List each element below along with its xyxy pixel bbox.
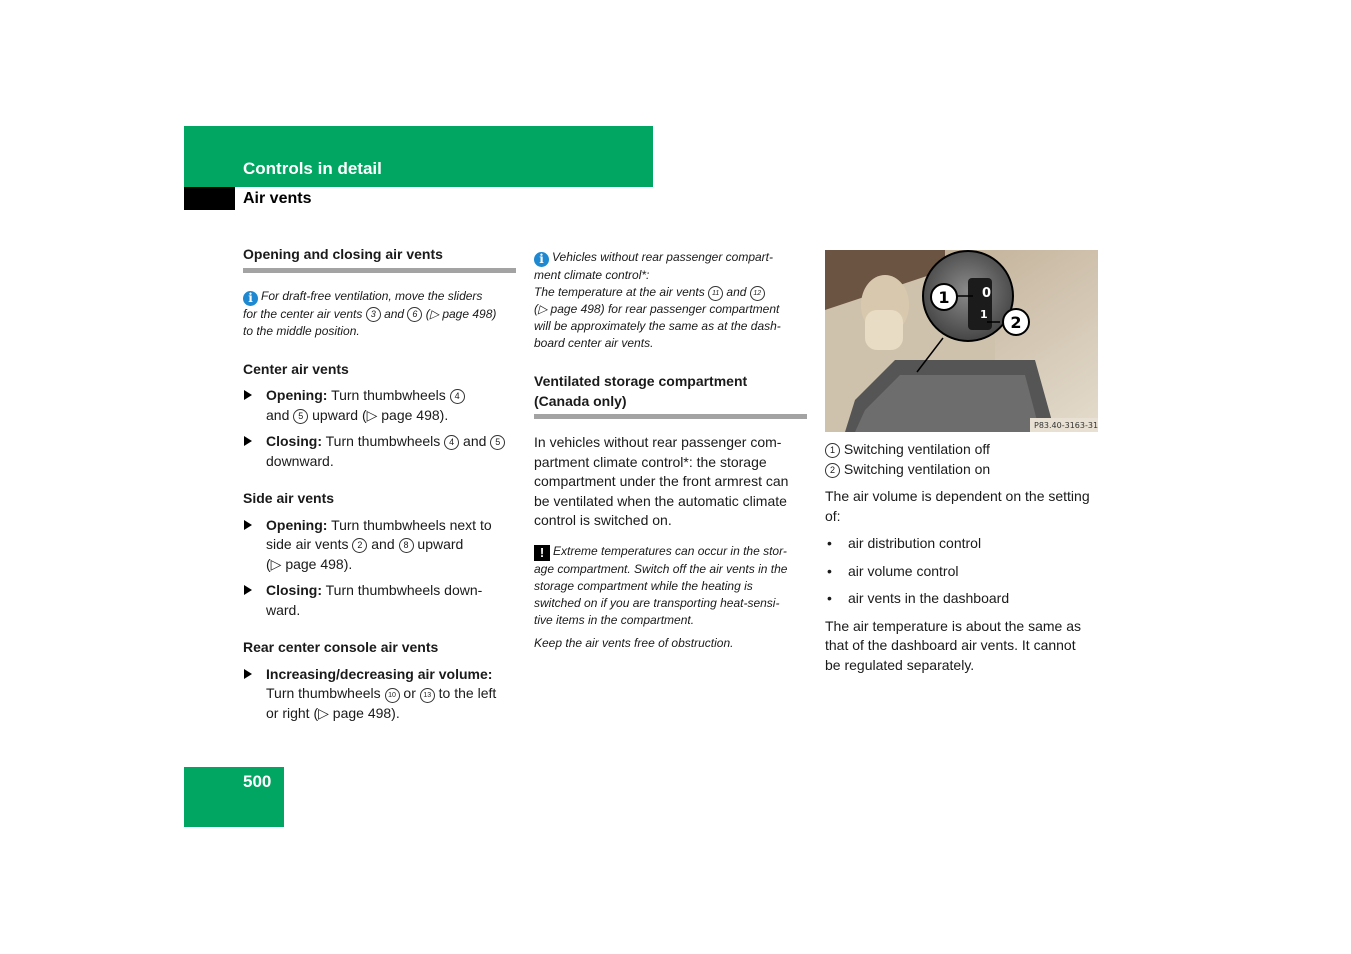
list-item: Closing: Turn thumbwheels 4 and 5 downward. xyxy=(243,432,516,471)
column-middle xyxy=(534,249,807,652)
list-item: • air volume control xyxy=(825,562,1100,582)
exclamation-icon: ! xyxy=(534,545,550,561)
list-item: • air distribution control xyxy=(825,534,1100,554)
list-item: Opening: Turn thumbwheels 4 and 5 upward (▷ page 498). xyxy=(243,386,516,425)
list-item: Increasing/decreasing air volume: Turn thumbwheels 10 or 13 to the left or right (▷ page 498). xyxy=(243,665,516,724)
arrow-icon xyxy=(244,585,252,595)
info-icon: i xyxy=(243,291,258,306)
heading-rule xyxy=(534,414,807,419)
info-icon: i xyxy=(534,252,549,267)
paragraph: In vehicles without rear passenger com- partment climate control*: the storage compartment under the front armrest can be ventilated when the automatic climate control is switched on. xyxy=(534,434,789,528)
arrow-icon xyxy=(244,390,252,400)
heading-center-vents: Center air vents xyxy=(243,360,349,377)
list-item: • air vents in the dashboard xyxy=(825,589,1100,609)
paragraph: The air volume is dependent on the setting of: xyxy=(825,488,1090,524)
photo-code: P83.40-3163-31 xyxy=(1034,421,1098,430)
heading-storage-compartment: Ventilated storage compartment (Canada only) xyxy=(534,373,748,409)
page-number: 500 xyxy=(243,772,272,791)
list-item: Opening: Turn thumbwheels next to side air vents 2 and 8 upward (▷ page 498). xyxy=(243,516,516,575)
info-note: i For draft-free ventilation, move the sliders for the center air vents 3 and 6 (▷ page 498) to the middle position. xyxy=(243,288,497,338)
legend-item: 1 Switching ventilation off xyxy=(825,440,1100,460)
info-note: i Vehicles without rear passenger compart- ment climate control*: The temperature at the air vents 11 and 12 (▷ page 498) for rear passenger compartment will be approximately the same as at the dash- board center air vents. xyxy=(534,250,781,350)
svg-text:1: 1 xyxy=(938,288,950,307)
heading-rule xyxy=(243,268,516,273)
column-right xyxy=(825,440,1100,675)
svg-text:0: 0 xyxy=(982,286,992,301)
header-marker xyxy=(184,187,235,210)
svg-text:2: 2 xyxy=(1010,313,1022,332)
arrow-icon xyxy=(244,669,252,679)
heading-side-vents: Side air vents xyxy=(243,490,335,506)
arrow-icon xyxy=(244,436,252,446)
paragraph: The air temperature is about the same as that of the dashboard air vents. It cannot be regulated separately. xyxy=(825,617,1082,673)
warning-note: ! Extreme temperatures can occur in the stor- age compartment. Switch off the air vents in the storage compartment while the heating is switched on if you are transporting heat-sensi- tive items in the compartment. xyxy=(534,543,788,627)
column-left xyxy=(243,245,516,723)
subsection-title: Air vents xyxy=(243,190,312,207)
obstruction-note: Keep the air vents free of obstruction. xyxy=(534,635,734,650)
arrow-icon xyxy=(244,520,252,530)
heading-rear-vents: Rear center console air vents xyxy=(243,639,439,655)
section-title: Controls in detail xyxy=(243,159,382,178)
svg-text:1: 1 xyxy=(980,308,988,321)
ventilation-switch-photo xyxy=(825,250,1098,432)
legend-item: 2 Switching ventilation on xyxy=(825,460,1100,480)
list-item: Closing: Turn thumbwheels down- ward. xyxy=(243,581,516,620)
heading-opening-closing: Opening and closing air vents xyxy=(243,246,443,262)
